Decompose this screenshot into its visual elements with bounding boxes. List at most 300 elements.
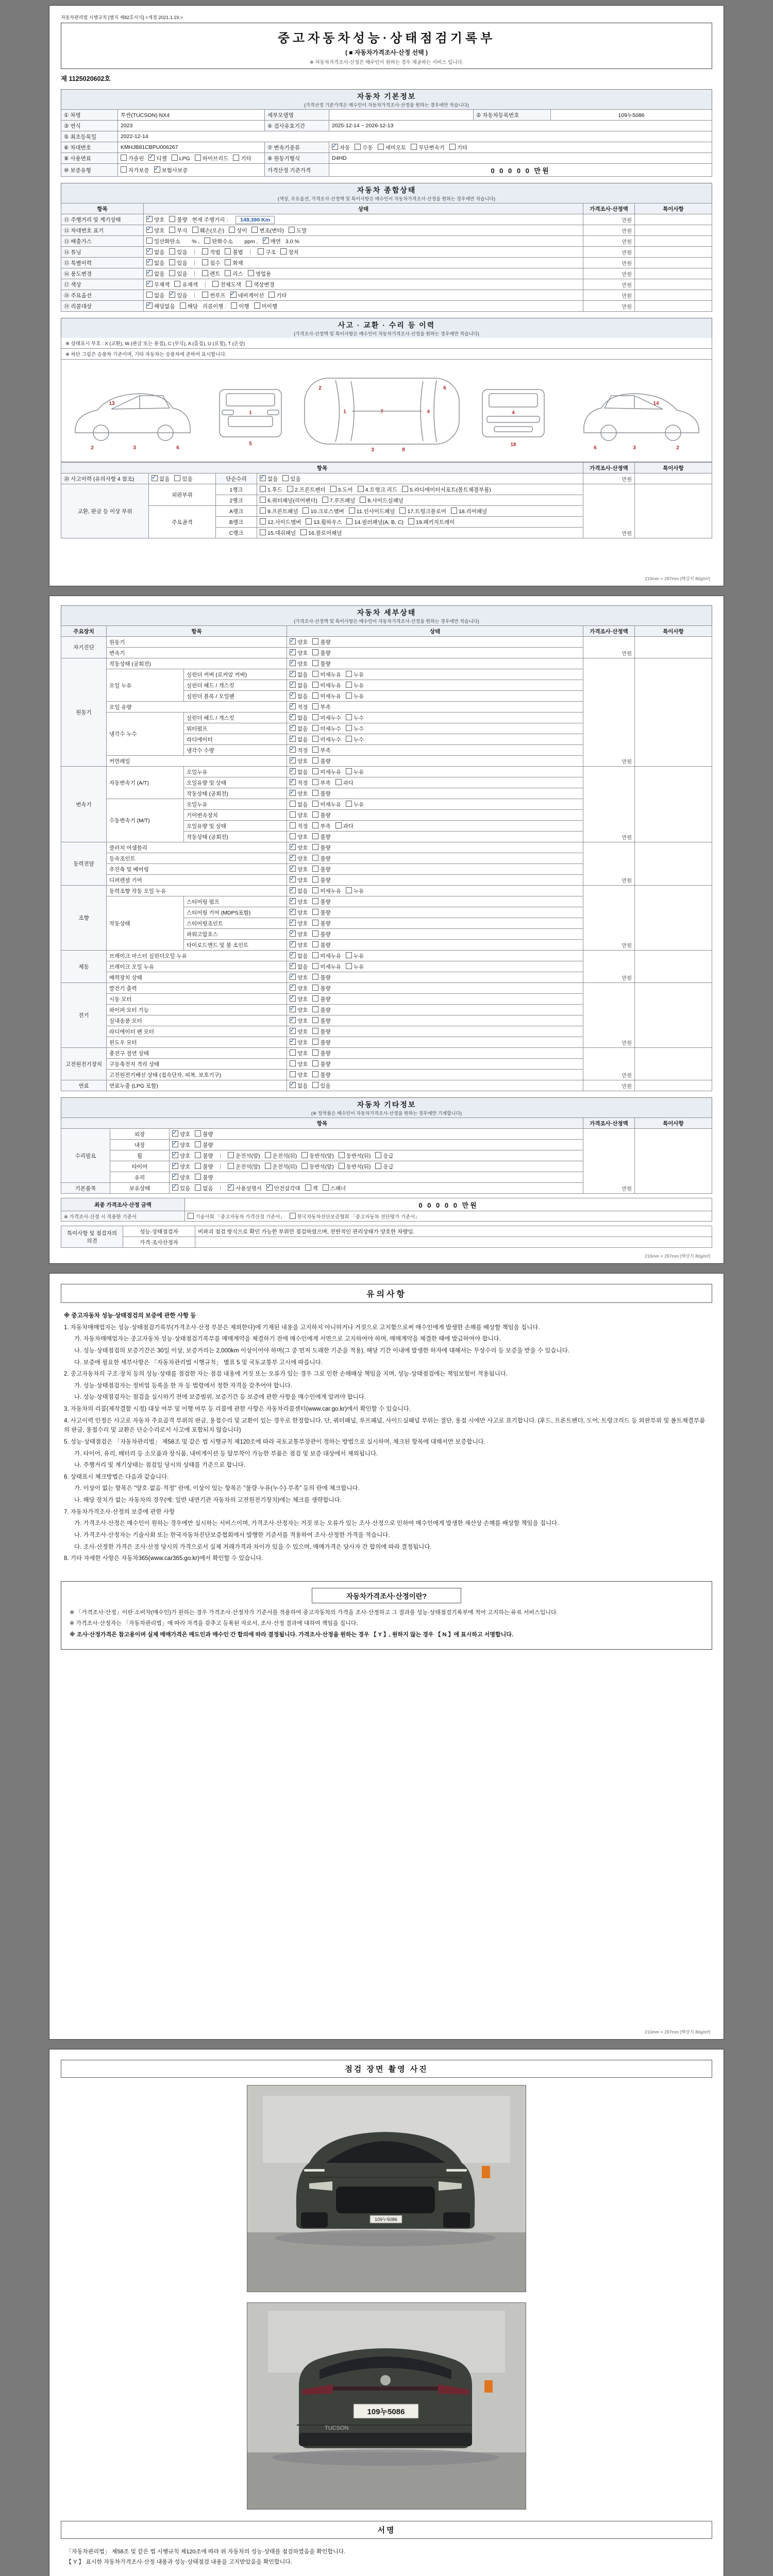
checkbox[interactable] <box>172 1174 178 1180</box>
checkbox[interactable] <box>121 166 127 173</box>
checkbox[interactable] <box>225 248 231 255</box>
checkbox-option[interactable] <box>360 497 404 504</box>
checkbox[interactable] <box>204 238 210 244</box>
checkbox[interactable] <box>260 486 266 492</box>
checkbox[interactable] <box>268 292 275 298</box>
checkbox[interactable] <box>231 302 237 309</box>
checkbox-option[interactable] <box>312 822 330 830</box>
checkbox-option[interactable] <box>148 155 166 162</box>
checkbox[interactable] <box>312 985 318 991</box>
checkbox-option[interactable] <box>290 985 308 992</box>
checkbox[interactable] <box>312 1071 318 1077</box>
checkbox-option[interactable] <box>169 259 187 267</box>
checkbox-option[interactable] <box>312 757 330 765</box>
checkbox[interactable] <box>312 736 318 742</box>
checkbox-option[interactable] <box>330 486 353 494</box>
checkbox-option[interactable] <box>312 833 330 841</box>
checkbox-option[interactable] <box>301 1163 334 1171</box>
checkbox[interactable] <box>312 1060 318 1066</box>
checkbox[interactable] <box>195 1141 201 1147</box>
checkbox[interactable] <box>290 779 296 785</box>
checkbox[interactable] <box>312 1017 318 1023</box>
checkbox[interactable] <box>312 974 318 980</box>
checkbox[interactable] <box>195 1130 201 1137</box>
checkbox-option[interactable] <box>146 281 170 289</box>
checkbox[interactable] <box>195 1152 201 1158</box>
checkbox-option[interactable] <box>312 1028 330 1036</box>
checkbox-option[interactable] <box>260 529 296 537</box>
checkbox[interactable] <box>312 930 318 937</box>
checkbox[interactable] <box>346 768 352 774</box>
checkbox[interactable] <box>290 855 296 861</box>
checkbox-option[interactable] <box>290 1039 308 1046</box>
checkbox[interactable] <box>290 1039 296 1045</box>
checkbox[interactable] <box>287 486 293 492</box>
checkbox[interactable] <box>174 281 180 287</box>
checkbox[interactable] <box>312 1006 318 1012</box>
checkbox-option[interactable] <box>312 671 341 679</box>
checkbox[interactable] <box>228 1184 234 1191</box>
checkbox[interactable] <box>290 1060 296 1066</box>
checkbox-option[interactable] <box>228 1152 260 1160</box>
checkbox[interactable] <box>312 714 318 720</box>
checkbox-option[interactable] <box>246 281 275 289</box>
checkbox[interactable] <box>346 671 352 677</box>
checkbox-option[interactable] <box>290 1028 308 1036</box>
checkbox-option[interactable] <box>451 507 487 515</box>
checkbox[interactable] <box>312 638 318 645</box>
checkbox[interactable] <box>411 144 417 150</box>
checkbox-option[interactable] <box>228 1184 262 1192</box>
checkbox[interactable] <box>225 270 231 276</box>
checkbox[interactable] <box>349 507 355 514</box>
checkbox[interactable] <box>312 1082 318 1088</box>
checkbox-option[interactable] <box>290 692 308 700</box>
checkbox-option[interactable] <box>146 227 164 234</box>
checkbox-option[interactable] <box>290 682 308 689</box>
checkbox-option[interactable] <box>346 692 364 700</box>
checkbox[interactable] <box>172 1130 178 1137</box>
checkbox-option[interactable] <box>268 292 287 299</box>
checkbox[interactable] <box>346 518 352 524</box>
checkbox-option[interactable] <box>399 507 446 515</box>
checkbox[interactable] <box>312 768 318 774</box>
checkbox[interactable] <box>305 1184 311 1191</box>
checkbox-option[interactable] <box>290 941 308 949</box>
checkbox-option[interactable] <box>169 216 187 224</box>
checkbox-option[interactable] <box>195 1163 213 1171</box>
checkbox-option[interactable] <box>146 248 164 256</box>
checkbox[interactable] <box>312 692 318 699</box>
checkbox-option[interactable] <box>346 736 364 743</box>
checkbox-option[interactable] <box>312 898 330 906</box>
checkbox-option[interactable] <box>346 714 364 722</box>
checkbox[interactable] <box>339 1152 345 1158</box>
checkbox-option[interactable] <box>169 248 187 256</box>
checkbox[interactable] <box>290 801 296 807</box>
checkbox-option[interactable] <box>290 822 308 830</box>
checkbox-option[interactable] <box>258 248 276 256</box>
checkbox[interactable] <box>312 1049 318 1056</box>
checkbox-option[interactable] <box>260 518 301 526</box>
checkbox[interactable] <box>290 811 296 818</box>
checkbox-option[interactable] <box>322 497 355 504</box>
checkbox[interactable] <box>202 270 208 276</box>
checkbox-option[interactable] <box>280 248 298 256</box>
checkbox[interactable] <box>290 725 296 731</box>
checkbox[interactable] <box>312 941 318 947</box>
checkbox[interactable] <box>449 144 456 150</box>
checkbox-option[interactable] <box>312 660 330 668</box>
checkbox-option[interactable] <box>169 292 187 299</box>
checkbox[interactable] <box>260 497 266 503</box>
checkbox-option[interactable] <box>312 703 330 711</box>
checkbox-option[interactable] <box>312 844 330 852</box>
checkbox[interactable] <box>360 497 366 503</box>
checkbox[interactable] <box>154 166 160 173</box>
checkbox[interactable] <box>301 1163 308 1169</box>
checkbox[interactable] <box>212 281 219 287</box>
checkbox-option[interactable] <box>290 974 308 981</box>
checkbox-option[interactable] <box>312 1060 330 1068</box>
checkbox[interactable] <box>169 292 175 298</box>
checkbox[interactable] <box>402 486 408 492</box>
checkbox-option[interactable] <box>172 1163 190 1171</box>
checkbox-option[interactable] <box>346 671 364 679</box>
checkbox[interactable] <box>266 1184 273 1191</box>
checkbox-option[interactable] <box>290 779 308 787</box>
checkbox-option[interactable] <box>312 909 330 917</box>
checkbox-option[interactable] <box>260 475 278 483</box>
checkbox-option[interactable] <box>349 507 395 515</box>
checkbox[interactable] <box>301 1152 308 1158</box>
checkbox-option[interactable] <box>312 941 330 949</box>
checkbox-option[interactable] <box>312 1017 330 1025</box>
checkbox[interactable] <box>312 1039 318 1045</box>
checkbox[interactable] <box>260 529 266 535</box>
checkbox[interactable] <box>172 1184 178 1191</box>
checkbox[interactable] <box>169 248 175 255</box>
checkbox-option[interactable] <box>303 507 344 515</box>
checkbox-option[interactable] <box>312 649 330 657</box>
checkbox[interactable] <box>263 238 269 244</box>
checkbox[interactable] <box>169 259 175 265</box>
checkbox-option[interactable] <box>290 811 308 819</box>
checkbox-option[interactable] <box>146 270 164 278</box>
checkbox-option[interactable] <box>290 757 308 765</box>
checkbox[interactable] <box>335 779 342 785</box>
checkbox[interactable] <box>290 692 296 699</box>
checkbox-option[interactable] <box>290 887 308 895</box>
checkbox[interactable] <box>312 757 318 764</box>
checkbox-option[interactable] <box>346 963 364 971</box>
checkbox[interactable] <box>202 292 208 298</box>
checkbox[interactable] <box>228 1163 234 1169</box>
checkbox-option[interactable] <box>290 898 308 906</box>
checkbox[interactable] <box>260 475 266 481</box>
checkbox-option[interactable] <box>172 1152 190 1160</box>
checkbox[interactable] <box>312 866 318 872</box>
checkbox[interactable] <box>290 898 296 904</box>
checkbox[interactable] <box>174 475 180 481</box>
checkbox[interactable] <box>169 270 175 276</box>
checkbox[interactable] <box>290 747 296 753</box>
checkbox[interactable] <box>180 302 186 309</box>
checkbox[interactable] <box>290 1017 296 1023</box>
checkbox[interactable] <box>290 682 296 688</box>
checkbox-option[interactable] <box>172 1184 190 1192</box>
checkbox[interactable] <box>346 887 352 893</box>
checkbox[interactable] <box>229 227 235 233</box>
checkbox-option[interactable] <box>312 714 341 722</box>
checkbox-option[interactable] <box>290 1049 308 1057</box>
checkbox[interactable] <box>290 963 296 969</box>
checkbox-option[interactable] <box>202 248 220 256</box>
checkbox-option[interactable] <box>378 144 407 151</box>
checkbox-option[interactable] <box>312 866 330 873</box>
checkbox-option[interactable] <box>290 790 308 798</box>
checkbox[interactable] <box>346 714 352 720</box>
checkbox-option[interactable] <box>231 302 249 310</box>
checkbox-option[interactable] <box>195 1130 213 1138</box>
checkbox[interactable] <box>335 822 342 828</box>
checkbox[interactable] <box>312 995 318 1002</box>
checkbox[interactable] <box>290 790 296 796</box>
checkbox[interactable] <box>172 155 178 161</box>
checkbox-option[interactable] <box>225 270 243 278</box>
checkbox[interactable] <box>300 529 307 535</box>
checkbox-option[interactable] <box>154 166 188 174</box>
checkbox[interactable] <box>260 507 266 514</box>
checkbox[interactable] <box>312 898 318 904</box>
checkbox[interactable] <box>172 1152 178 1158</box>
checkbox[interactable] <box>451 507 457 514</box>
checkbox[interactable] <box>346 725 352 731</box>
checkbox[interactable] <box>146 227 153 233</box>
checkbox-option[interactable] <box>312 747 330 754</box>
checkbox-option[interactable] <box>312 985 330 992</box>
checkbox-option[interactable] <box>225 248 243 256</box>
checkbox[interactable] <box>312 649 318 655</box>
checkbox-option[interactable] <box>312 682 341 689</box>
checkbox-option[interactable] <box>355 144 373 151</box>
checkbox-option[interactable] <box>290 920 308 927</box>
checkbox-option[interactable] <box>146 259 164 267</box>
checkbox[interactable] <box>330 486 337 492</box>
checkbox[interactable] <box>375 1163 381 1169</box>
checkbox-option[interactable] <box>290 1017 308 1025</box>
checkbox[interactable] <box>248 270 254 276</box>
checkbox-option[interactable] <box>312 1082 330 1090</box>
checkbox[interactable] <box>290 866 296 872</box>
checkbox[interactable] <box>312 801 318 807</box>
checkbox-option[interactable] <box>290 1071 308 1079</box>
checkbox-option[interactable] <box>402 486 491 494</box>
checkbox[interactable] <box>290 757 296 764</box>
checkbox-option[interactable] <box>152 475 170 483</box>
checkbox[interactable] <box>312 682 318 688</box>
checkbox-option[interactable] <box>312 736 341 743</box>
checkbox-option[interactable] <box>346 768 364 776</box>
checkbox[interactable] <box>195 1174 201 1180</box>
checkbox-option[interactable] <box>312 855 330 862</box>
checkbox[interactable] <box>322 497 328 503</box>
checkbox[interactable] <box>148 155 155 161</box>
checkbox[interactable] <box>225 259 231 265</box>
checkbox[interactable] <box>408 518 414 524</box>
checkbox-option[interactable] <box>204 238 233 245</box>
checkbox[interactable] <box>146 238 153 244</box>
checkbox-option[interactable] <box>346 801 364 808</box>
checkbox-option[interactable] <box>180 302 198 310</box>
checkbox-option[interactable] <box>195 1152 213 1160</box>
checkbox[interactable] <box>195 1184 201 1191</box>
checkbox-option[interactable] <box>202 292 225 299</box>
checkbox[interactable] <box>290 876 296 883</box>
checkbox[interactable] <box>358 486 364 492</box>
checkbox-option[interactable] <box>195 1141 213 1149</box>
checkbox-option[interactable] <box>121 155 144 162</box>
checkbox-option[interactable] <box>169 270 187 278</box>
checkbox-option[interactable] <box>188 1213 285 1220</box>
checkbox-option[interactable] <box>335 779 354 787</box>
checkbox-option[interactable] <box>312 930 330 938</box>
checkbox-option[interactable] <box>202 259 220 267</box>
checkbox[interactable] <box>172 1163 178 1169</box>
checkbox-option[interactable] <box>265 1163 297 1171</box>
checkbox[interactable] <box>312 822 318 828</box>
checkbox-option[interactable] <box>290 649 308 657</box>
checkbox[interactable] <box>228 1152 234 1158</box>
checkbox-option[interactable] <box>290 703 308 711</box>
checkbox-option[interactable] <box>408 518 455 526</box>
checkbox[interactable] <box>312 833 318 839</box>
checkbox[interactable] <box>290 1082 296 1088</box>
checkbox[interactable] <box>254 302 260 309</box>
checkbox-option[interactable] <box>290 1006 308 1014</box>
checkbox-option[interactable] <box>290 1082 308 1090</box>
checkbox-option[interactable] <box>225 259 243 267</box>
checkbox[interactable] <box>312 725 318 731</box>
checkbox-option[interactable] <box>358 486 397 494</box>
checkbox[interactable] <box>290 649 296 655</box>
checkbox[interactable] <box>312 855 318 861</box>
checkbox-option[interactable] <box>312 920 330 927</box>
checkbox-option[interactable] <box>290 1060 308 1068</box>
checkbox-option[interactable] <box>174 281 197 289</box>
checkbox-option[interactable] <box>290 866 308 873</box>
checkbox-option[interactable] <box>192 227 225 234</box>
checkbox[interactable] <box>146 259 153 265</box>
checkbox[interactable] <box>195 155 201 161</box>
checkbox[interactable] <box>233 155 239 161</box>
checkbox-option[interactable] <box>346 682 364 689</box>
checkbox-option[interactable] <box>195 1184 213 1192</box>
checkbox[interactable] <box>290 1213 296 1219</box>
checkbox-option[interactable] <box>290 638 308 646</box>
checkbox[interactable] <box>312 660 318 666</box>
checkbox-option[interactable] <box>172 1130 190 1138</box>
checkbox-option[interactable] <box>290 736 308 743</box>
checkbox-option[interactable] <box>212 281 241 289</box>
checkbox-option[interactable] <box>375 1163 393 1171</box>
checkbox-option[interactable] <box>146 216 164 224</box>
checkbox-option[interactable] <box>290 930 308 938</box>
checkbox[interactable] <box>312 779 318 785</box>
checkbox-option[interactable] <box>312 876 330 884</box>
checkbox-option[interactable] <box>312 995 330 1003</box>
checkbox[interactable] <box>265 1152 271 1158</box>
checkbox[interactable] <box>192 227 198 233</box>
checkbox[interactable] <box>290 1049 296 1056</box>
checkbox-option[interactable] <box>312 1071 330 1079</box>
checkbox-option[interactable] <box>301 1152 334 1160</box>
checkbox[interactable] <box>323 1184 329 1191</box>
checkbox[interactable] <box>282 475 289 481</box>
checkbox[interactable] <box>290 671 296 677</box>
checkbox-option[interactable] <box>312 779 330 787</box>
checkbox[interactable] <box>306 518 312 524</box>
checkbox[interactable] <box>290 909 296 915</box>
checkbox[interactable] <box>312 703 318 709</box>
checkbox-option[interactable] <box>174 475 192 483</box>
checkbox[interactable] <box>290 887 296 893</box>
checkbox-option[interactable] <box>346 952 364 960</box>
checkbox[interactable] <box>290 974 296 980</box>
checkbox[interactable] <box>121 155 127 161</box>
checkbox-option[interactable] <box>263 238 281 245</box>
checkbox-option[interactable] <box>121 166 149 174</box>
checkbox-option[interactable] <box>312 1006 330 1014</box>
checkbox[interactable] <box>202 259 208 265</box>
checkbox-option[interactable] <box>312 801 341 808</box>
checkbox-option[interactable] <box>233 155 251 162</box>
checkbox-option[interactable] <box>229 227 247 234</box>
checkbox[interactable] <box>346 952 352 958</box>
checkbox[interactable] <box>290 844 296 850</box>
checkbox[interactable] <box>375 1152 381 1158</box>
checkbox-option[interactable] <box>312 790 330 798</box>
checkbox[interactable] <box>290 1071 296 1077</box>
checkbox[interactable] <box>290 930 296 937</box>
checkbox[interactable] <box>290 995 296 1002</box>
checkbox-option[interactable] <box>312 974 330 981</box>
checkbox-option[interactable] <box>290 660 308 668</box>
checkbox-option[interactable] <box>169 227 187 234</box>
checkbox[interactable] <box>265 1163 271 1169</box>
checkbox-option[interactable] <box>332 144 350 151</box>
checkbox[interactable] <box>290 1006 296 1012</box>
checkbox[interactable] <box>169 216 175 222</box>
checkbox[interactable] <box>312 876 318 883</box>
checkbox-option[interactable] <box>290 1213 420 1220</box>
checkbox-option[interactable] <box>312 1039 330 1046</box>
checkbox-option[interactable] <box>172 155 190 162</box>
checkbox[interactable] <box>346 736 352 742</box>
checkbox[interactable] <box>378 144 384 150</box>
checkbox-option[interactable] <box>248 270 271 278</box>
checkbox-option[interactable] <box>346 725 364 733</box>
checkbox[interactable] <box>172 1141 178 1147</box>
checkbox-option[interactable] <box>282 475 300 483</box>
checkbox-option[interactable] <box>290 844 308 852</box>
checkbox-option[interactable] <box>290 768 308 776</box>
checkbox[interactable] <box>346 963 352 969</box>
checkbox-option[interactable] <box>260 486 282 494</box>
checkbox[interactable] <box>169 227 175 233</box>
checkbox-option[interactable] <box>146 238 180 245</box>
checkbox[interactable] <box>290 822 296 828</box>
